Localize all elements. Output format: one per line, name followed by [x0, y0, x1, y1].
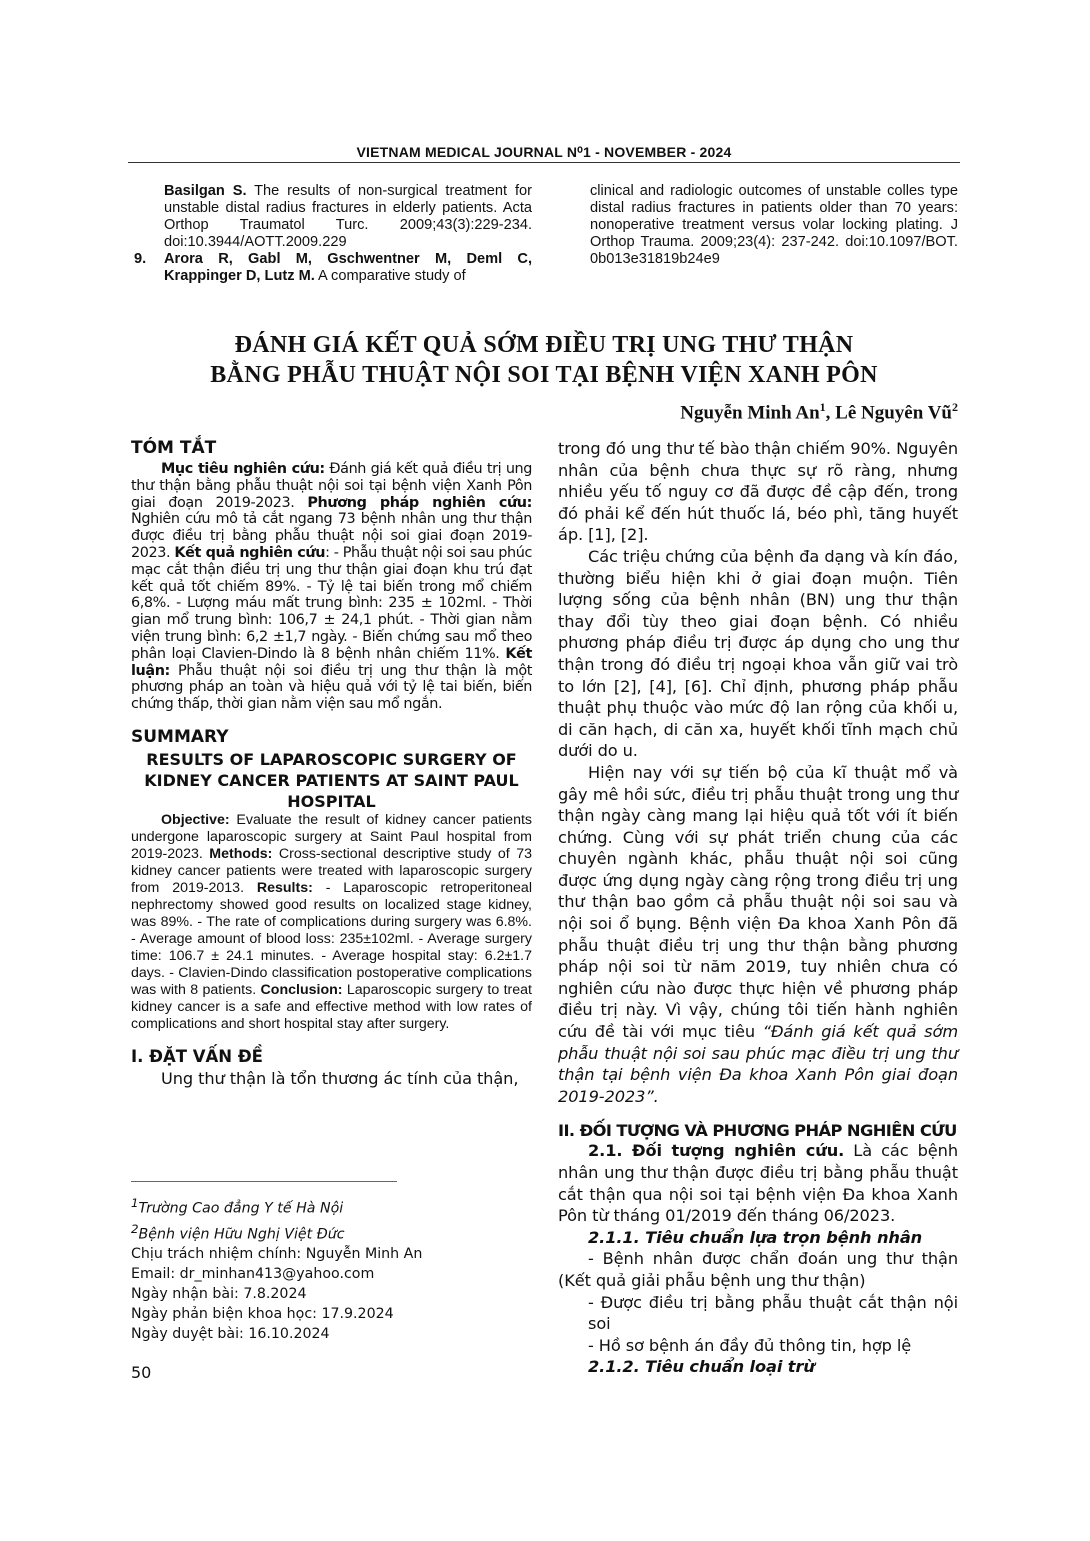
abstract-en-conclusion-label: Conclusion: [260, 981, 343, 998]
left-column [131, 438, 532, 1090]
section-1-heading: I. ĐẶT VẤN ĐỀ [131, 1046, 263, 1066]
affiliation-1-text: Trường Cao đẳng Y tế Hà Nội [138, 1200, 344, 1217]
reference-9-continued: clinical and radiologic outcomes of unstable colles type distal radius fractures in patients older than 70 years: nonoperative treatment versus volar locking plating. J Orthop Trauma. 2009;23(4): 237-242. doi:10.1097/BOT. 0b013e31819b24e9 [590, 183, 958, 267]
section-1-objective-quote: “Đánh giá kết quả sớm phẫu thuật nội soi sau phúc mạc điều trị ung thư thận tại bệnh viện Đa khoa Xanh Pôn giai đoạn 2019-2023”. [558, 1022, 958, 1106]
abstract-en-results: - Laparoscopic retroperitoneal nephrectomy showed good results on localized stage kidney, was 89%. - The rate of complications during surgery was 6.8%. - Average amount of blood loss: 235±102ml. - Average surgery time: 106.7 ± 24.1 minutes. - Average hospital stay: 6.2±1.7 days. - Clavien-Dindo classification postoperative complications was with 8 patients. [131, 879, 532, 998]
author-separator: , [825, 402, 836, 424]
reference-8-authors: Basilgan S. [164, 183, 247, 199]
abstract-en-title: RESULTS OF LAPAROSCOPIC SURGERY OF KIDNEY CANCER PATIENTS AT SAINT PAUL HOSPITAL [144, 749, 519, 811]
inclusion-criterion-1: - Bệnh nhân được chẩn đoán ung thư thận (Kết quả giải phẫu bệnh ung thư thận) [558, 1249, 958, 1290]
abstract-vi-objective-label: Mục tiêu nghiên cứu: [161, 461, 325, 477]
abstract-en-objective: Evaluate the result of kidney cancer patients undergone laparoscopic surgery at Saint Paul hospital from 2019-2023. [131, 811, 532, 862]
section-1-paragraph-3-text: Hiện nay với sự tiến bộ của kĩ thuật mổ và gây mê hồi sức, điều trị phẫu thuật trong ung thư thận ngày càng mang lại hiệu quả tốt với ít biến chứng. Cùng với sự phát triển chung của các chuyên ngành khác, phẫu thuật nội soi cũng được ứng dụng ngày càng rộng trong điều trị ung thư thận bao gồm cả phẫu thuật nội soi sau và nội soi ổ bụng. Bệnh viện Đa khoa Xanh Pôn đã phẫu thuật điều trị ung thư thận bằng phương pháp nội soi từ năm 2019, tuy nhiên chưa có nghiên cứu nào được thực hiện về phương pháp điều trị này. Vì vậy, chúng tôi tiến hành nghiên cứu đề tài với mục tiêu [558, 762, 958, 1042]
date-received: Ngày nhận bài: 7.8.2024 [131, 1286, 307, 1303]
abstract-en-body [131, 812, 532, 1033]
corresponding-author: Chịu trách nhiệm chính: Nguyễn Minh An [131, 1246, 423, 1263]
affiliation-2-marker: 2 [131, 1221, 139, 1236]
author-2: Lê Nguyên Vũ [835, 402, 952, 424]
section-2-1-label: 2.1. Đối tượng nghiên cứu. [588, 1141, 845, 1161]
author-1: Nguyễn Minh An [680, 402, 820, 424]
article-title-line-2: BẰNG PHẪU THUẬT NỘI SOI TẠI BỆNH VIỆN XANH PÔN [210, 362, 878, 388]
abstract-vi-methods-label: Phương pháp nghiên cứu: [307, 494, 532, 511]
reference-9 [134, 251, 532, 285]
section-2-1-text: Là các bệnh nhân ung thư thận được điều trị bằng phẫu thuật cắt thận qua nội soi tại bệnh viện Đa khoa Xanh Pôn từ tháng 01/2019 đến tháng 06/2023. [558, 1141, 958, 1226]
author-1-affiliation: 1 [819, 400, 826, 414]
authors [560, 400, 958, 424]
abstract-en-objective-label: Objective: [161, 811, 230, 828]
abstract-en-methods: Cross-sectional descriptive study of 73 kidney cancer patients were treated with laparoscopic surgery from 2019-2013. [131, 845, 532, 896]
right-column [558, 438, 958, 1378]
abstract-vi-results: : - Phẫu thuật nội soi sau phúc mạc cắt thận điều trị ung thư thận giai đoạn khu trú đạt kết quả tốt chiếm 89%. - Tỷ lệ tai biến trong mổ chiếm 6,8%. - Lượng máu mất trung bình: 235 ± 102ml. - Thời gian mổ trung bình: 106,7 ± 24,1 phút. - Thời gian nằm viện trung bình: 6,2 ±1,7 ngày. - Biến chứng sau mổ theo phân loại Clavien-Dindo là 8 bệnh nhân chiếm 11%. [131, 544, 532, 662]
section-1-paragraph-1-continued: trong đó ung thư tế bào thận chiếm 90%. Nguyên nhân của bệnh chưa thực sự rõ ràng, nhưng nhiều yếu tố nguy cơ đã được đề cập đến, trong đó phải kể đến hút thuốc lá, béo phì, tăng huyết áp. [1], [2]. [558, 439, 958, 545]
abstract-vi-conclusion: Phẫu thuật nội soi điều trị ung thư thận là một phương pháp an toàn và hiệu quả với tỷ lệ tai biến, biến chứng thấp, thời gian nằm viện sau mổ ngắn. [131, 662, 532, 713]
abstract-en-methods-label: Methods: [209, 845, 273, 862]
article-title [128, 330, 960, 390]
section-2-1-1-heading [558, 1227, 958, 1249]
abstract-vi-results-label: Kết quả nghiên cứu [174, 544, 326, 561]
abstract-vi-heading: TÓM TẮT [131, 438, 217, 458]
reference-9-authors: Arora R, Gabl M, Gschwentner M, Deml C, Krappinger D, Lutz M. [164, 251, 532, 284]
abstract-vi-methods: Nghiên cứu mô tả cắt ngang 73 bệnh nhân ung thư thận được điều trị bằng phẫu thuật nội soi giai đoạn 2019-2023. [131, 511, 532, 561]
section-2-1 [558, 1140, 958, 1226]
section-2-1-2-heading [558, 1356, 958, 1378]
reference-8-text: The results of non-surgical treatment for unstable distal radius fractures in elderly patients. Acta Orthop Traumatol Turc. 2009;43(3):229-234. doi:10.3944/AOTT.2009.229 [164, 183, 532, 250]
inclusion-criterion-3: - Hồ sơ bệnh án đầy đủ thông tin, hợp lệ [588, 1335, 912, 1355]
page-number: 50 [131, 1363, 152, 1382]
footnote-rule [131, 1181, 397, 1182]
affiliation-2 [131, 1219, 532, 1245]
footnotes [131, 1193, 532, 1344]
references-left [134, 183, 532, 285]
abstract-en-conclusion: Laparoscopic surgery to treat kidney cancer is a safe and effective method with low rates of complications and short hospital stay after surgery. [131, 981, 532, 1032]
header-rule [128, 162, 960, 163]
affiliation-1 [131, 1193, 532, 1219]
section-2-1-1-title: 2.1.1. Tiêu chuẩn lựa trọn bệnh nhân [588, 1227, 923, 1247]
section-1-paragraph-3 [558, 762, 958, 1108]
references-right [590, 183, 958, 268]
inclusion-criterion-2: - Được điều trị bằng phẫu thuật cắt thận nội soi [588, 1292, 958, 1334]
abstract-vi-body [131, 461, 532, 713]
section-1-paragraph-2: Các triệu chứng của bệnh đa dạng và kín đáo, thường biểu hiện khi ở giai đoạn muộn. Tiên lượng sống của bệnh nhân (BN) ung thư thận thay đổi tùy theo giai đoạn bệnh. Có nhiều phương pháp điều trị được áp dụng cho ung thư thận trong đó điều trị ngoại khoa vẫn giữ vai trò to lớn [2], [4], [6]. Chỉ định, phương pháp phẫu thuật phụ thuộc vào mức độ lan rộng của khối u, di căn hạch, di căn xa, huyết khối tĩnh mạch chủ dưới do u. [558, 546, 958, 761]
section-2-1-2-title: 2.1.2. Tiêu chuẩn loại trừ [588, 1357, 815, 1377]
affiliation-2-text: Bệnh viện Hữu Nghị Việt Đức [138, 1226, 345, 1243]
affiliation-1-marker: 1 [131, 1196, 139, 1210]
date-reviewed: Ngày phản biện khoa học: 17.9.2024 [131, 1306, 394, 1323]
journal-header: VIETNAM MEDICAL JOURNAL N⁰1 - NOVEMBER - 2024 [356, 144, 732, 160]
abstract-vi-objective: Đánh giá kết quả điều trị ung thư thận bằng phẫu thuật nội soi tại bệnh viện Xanh Pôn giai đoạn 2019-2023. [131, 461, 532, 511]
corresponding-email: Email: dr_minhan413@yahoo.com [131, 1266, 375, 1283]
date-accepted: Ngày duyệt bài: 16.10.2024 [131, 1326, 330, 1343]
reference-8-tail [134, 183, 532, 251]
author-2-affiliation: 2 [952, 400, 958, 414]
abstract-en-results-label: Results: [256, 879, 313, 896]
reference-9-text: A comparative study of [314, 268, 466, 284]
article-title-line-1: ĐÁNH GIÁ KẾT QUẢ SỚM ĐIỀU TRỊ UNG THƯ THẬN [234, 332, 854, 358]
section-2-heading: II. ĐỐI TƯỢNG VÀ PHƯƠNG PHÁP NGHIÊN CỨU [558, 1121, 957, 1141]
reference-9-number: 9. [134, 251, 147, 267]
abstract-vi-conclusion-label: Kết luận: [131, 645, 532, 679]
abstract-en-heading: SUMMARY [131, 726, 229, 747]
section-1-paragraph-1-start: Ung thư thận là tổn thương ác tính của thận, [161, 1068, 519, 1088]
